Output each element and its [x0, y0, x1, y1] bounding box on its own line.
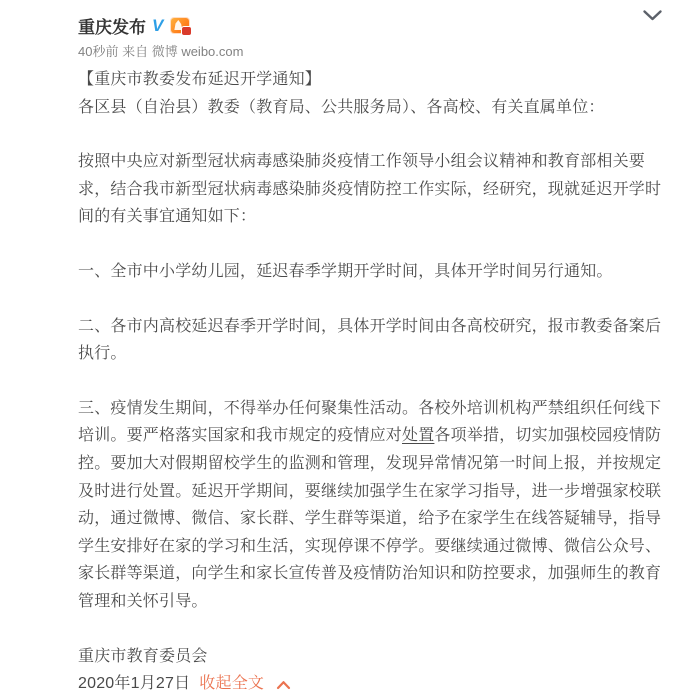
vip-medal-icon: [171, 18, 189, 33]
chevron-down-icon: [642, 9, 663, 22]
post-content: [78, 66, 664, 698]
vip-medal-corner-shape: [182, 27, 191, 35]
post-intro-paragraph: 按照中央应对新型冠状病毒感染肺炎疫情工作领导小组会议精神和教育部相关要求，结合我市新型冠状病毒感染肺炎疫情防控工作实际，经研究，现就延迟开学时间的有关事宜通知如下：: [78, 153, 662, 226]
vip-medal-flame-shape: [174, 20, 182, 30]
collapse-full-text-link[interactable]: 收起全文: [199, 675, 265, 693]
post-item-3-text-a: 三、疫情发生期间，不得举办任何聚集性活动。各校外培训机构严禁组织任何线下培训。要严格落实国家和我市规定的疫情应对: [78, 399, 662, 445]
post-date: 2020年1月27日: [78, 675, 191, 693]
timestamp-row: [78, 41, 243, 60]
post-item-3-text-b: 各项举措，切实加强校园疫情防控。要加大对假期留校学生的监测和管理，发现异常情况第一时间上报，并按规定及时进行处置。延迟开学期间，要继续加强学生在家学习指导，进一步增强家校联动，通过微博、微信、家长群、学生群等渠道，给予在家学生在线答疑辅导，指导学生安排好在家的学习和生活，实现停课不停学。要继续通过微博、微信公众号、家长群等渠道，向学生和家长宣传普及疫情防治知识和防控要求，加强师生的教育管理和关怀引导。: [78, 427, 662, 610]
post-item-3-underlined-term: 处置: [402, 427, 435, 445]
username[interactable]: 重庆发布: [78, 18, 146, 37]
post-date-row: [78, 670, 664, 698]
source-link[interactable]: 微博 weibo.com: [151, 44, 244, 59]
avatar[interactable]: [9, 7, 69, 69]
post-menu-chevron-down-icon[interactable]: [639, 6, 665, 28]
chevron-up-icon[interactable]: [276, 680, 291, 690]
post-item-2: 二、各市内高校延迟春季开学时间，具体开学时间由各高校研究，报市教委备案后执行。: [78, 317, 662, 363]
post-item-3: [78, 395, 664, 616]
post-item-1: 一、全市中小学幼儿园，延迟春季学期开学时间，具体开学时间另行通知。: [78, 262, 613, 280]
post-title: 【重庆市教委发布延迟开学通知】: [78, 71, 322, 88]
post-salutation: 各区县（自治县）教委（教育局、公共服务局）、各高校、有关直属单位：: [78, 98, 605, 116]
header-name-row: [78, 13, 189, 38]
verified-v-icon: V: [152, 15, 164, 35]
post-signature: 重庆市教育委员会: [78, 647, 208, 665]
timestamp-text: 40秒前 来自: [78, 44, 149, 59]
